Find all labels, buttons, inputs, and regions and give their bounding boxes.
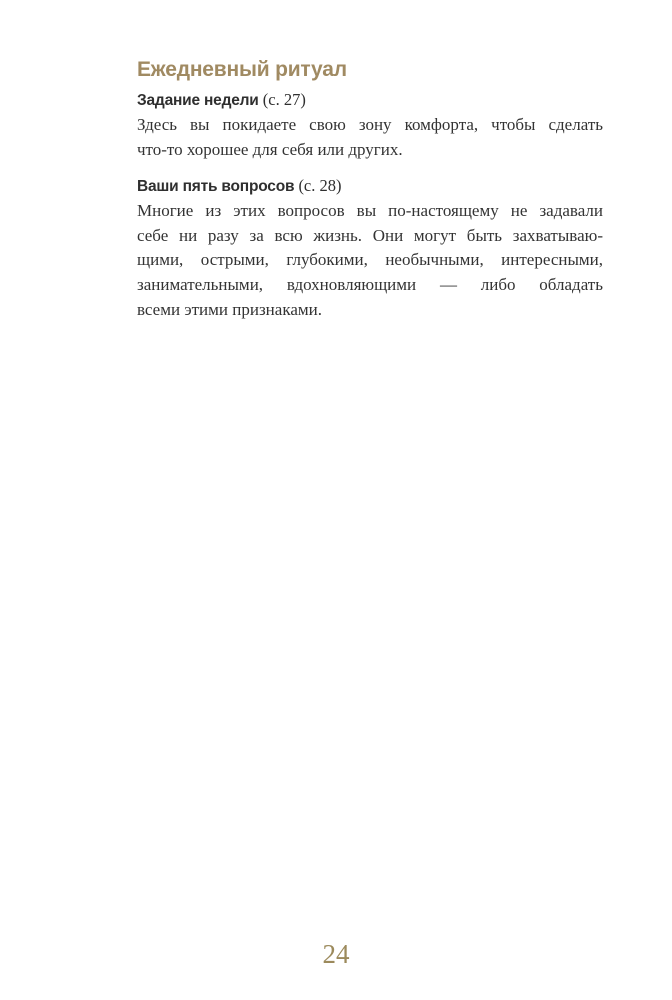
body-line: Многие из этих вопросов вы по-настоящему не задавали xyxy=(137,201,603,221)
body-line: что-то хорошее для себя или других. xyxy=(137,139,403,159)
weekly-task-page-ref: (с. 27) xyxy=(262,90,306,109)
section-title: Ежедневный ритуал xyxy=(137,58,347,81)
weekly-task-block xyxy=(137,88,603,162)
weekly-task-heading xyxy=(137,88,603,113)
body-line: занимательными, вдохновляющими — либо обладать xyxy=(137,274,603,294)
body-line: щими, острыми, глубокими, необычными, интересными, xyxy=(137,250,603,270)
body-line: себе ни разу за всю жизнь. Они могут быть захватываю- xyxy=(137,225,603,245)
five-questions-heading xyxy=(137,174,603,199)
page-content xyxy=(137,56,603,334)
page-number: 24 xyxy=(322,939,350,969)
five-questions-heading-text: Ваши пять вопросов xyxy=(137,178,295,196)
weekly-task-body xyxy=(137,113,603,162)
body-line: Здесь вы покидаете свою зону комфорта, чтобы сделать xyxy=(137,115,603,134)
five-questions-page-ref: (с. 28) xyxy=(298,176,342,196)
five-questions-body xyxy=(137,199,603,322)
weekly-task-heading-text: Задание недели xyxy=(137,92,259,109)
body-line: всеми этими признаками. xyxy=(137,299,322,319)
five-questions-block xyxy=(137,174,603,322)
